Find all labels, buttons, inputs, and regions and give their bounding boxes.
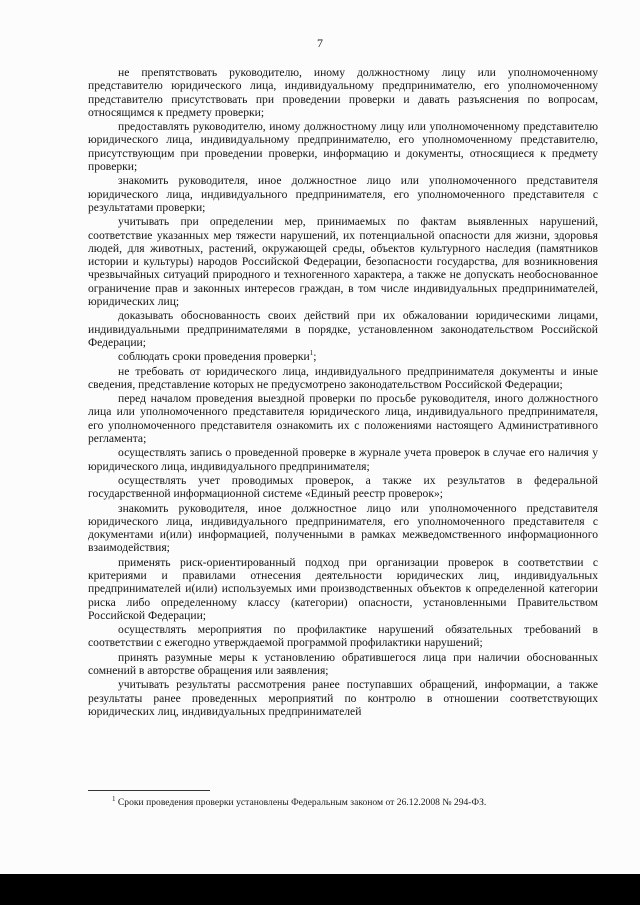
- page-number: 7: [317, 36, 323, 50]
- paragraph: не требовать от юридического лица, индивидуального предпринимателя документы и иные сведения, представление которых не предусмотрено законодательством Российской Федерации;: [88, 364, 598, 391]
- paragraph-end: ;: [313, 350, 317, 364]
- scan-bottom-border: [0, 874, 640, 905]
- paragraph: учитывать результаты рассмотрения ранее поступавших обращений, информации, а также результаты ранее проведенных мероприятий по контролю в отношении соответствующих юридических лиц, индивидуальных предпринимателей: [88, 678, 598, 718]
- paragraph-with-footnote: [88, 350, 598, 363]
- paragraph: применять риск-ориентированный подход при организации проверок в соответствии с критериями и правилами отнесения деятельности юридических лиц, индивидуальных предпринимателей и(или) используемых ими производственных объектов к определенной категории риска либо определенному классу (категории) опасности, установленными Правительством Российской Федерации;: [88, 555, 598, 622]
- document-body: [88, 66, 598, 719]
- footnote-text: Сроки проведения проверки установлены Федеральным законом от 26.12.2008 № 294-ФЗ.: [117, 797, 487, 808]
- paragraph: учитывать при определении мер, принимаемых по фактам выявленных нарушений, соответствие указанных мер тяжести нарушений, их потенциальной опасности для жизни, здоровья людей, для животных, растений, окружающей среды, объектов культурного наследия (памятников истории и культуры) народов Российской Федерации, безопасности государства, для возникновения чрезвычайных ситуаций природного и техногенного характера, а также не допускать необоснованное ограничение прав и законных интересов граждан, в том числе индивидуальных предпринимателей, юридических лиц;: [88, 215, 598, 309]
- paragraph-text: соблюдать сроки проведения проверки: [118, 350, 310, 364]
- paragraph: знакомить руководителя, иное должностное лицо или уполномоченного представителя юридического лица, индивидуального предпринимателя, его уполномоченного представителя с документами и(или) информацией, полученными в рамках межведомственного информационного взаимодействия;: [88, 501, 598, 555]
- footnote: [112, 794, 602, 808]
- paragraph: знакомить руководителя, иное должностное лицо или уполномоченного представителя юридического лица, индивидуального предпринимателя, его уполномоченного представителя с результатами проверки;: [88, 174, 598, 214]
- paragraph: перед началом проведения выездной проверки по просьбе руководителя, иного должностного лица или уполномоченного представителя юридического лица, индивидуального предпринимателя, его уполномоченного представителя ознакомить их с положениями настоящего Административного регламента;: [88, 392, 598, 446]
- paragraph: осуществлять мероприятия по профилактике нарушений обязательных требований в соответствии с ежегодно утверждаемой программой профилактики нарушений;: [88, 623, 598, 650]
- paragraph: осуществлять запись о проведенной проверке в журнале учета проверок в случае его наличия у юридического лица, индивидуального предпринимателя;: [88, 446, 598, 473]
- paragraph: осуществлять учет проводимых проверок, а также их результатов в федеральной государственной информационной системе «Единый реестр проверок»;: [88, 473, 598, 501]
- paragraph: не препятствовать руководителю, иному должностному лицу или уполномоченному представителю юридического лица, индивидуальному предпринимателю, его уполномоченному представителю присутствовать при проведении проверки и давать разъяснения по вопросам, относящимся к предмету проверки;: [88, 66, 598, 119]
- footnote-number: 1: [112, 794, 116, 803]
- footnote-marker: 1: [309, 349, 314, 358]
- paragraph: принять разумные меры к установлению обратившегося лица при наличии обоснованных сомнений в авторстве обращения или заявления;: [88, 650, 598, 678]
- footnote-divider: [88, 790, 210, 791]
- paragraph: доказывать обоснованность своих действий при их обжаловании юридическими лицами, индивидуальными предпринимателями в порядке, установленном законодательством Российской Федерации;: [88, 309, 598, 349]
- paragraph: предоставлять руководителю, иному должностному лицу или уполномоченному представителю юридического лица, индивидуальному предпринимателю, его уполномоченному представителю, присутствующим при проведении проверки, информацию и документы, относящиеся к предмету проверки;: [88, 120, 598, 174]
